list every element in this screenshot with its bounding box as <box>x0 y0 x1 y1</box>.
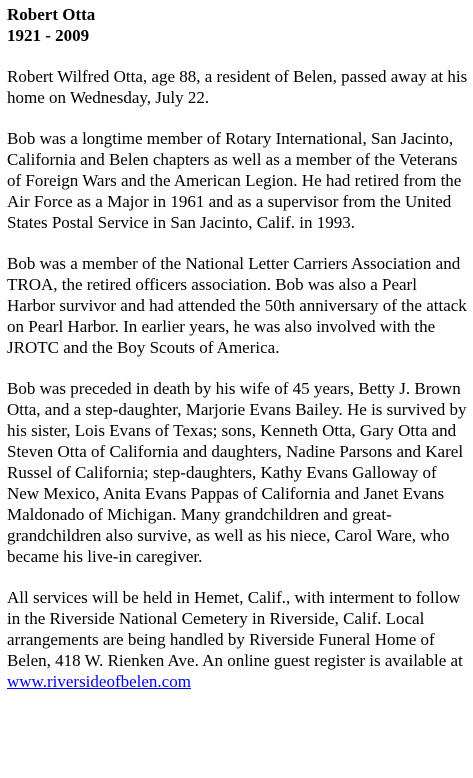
paragraph-services <box>7 587 469 692</box>
services-text: All services will be held in Hemet, Calif., with interment to follow in the Riverside National Cemetery in Riverside, Calif. Local arrangements are being handled by Riverside Funeral Home of Belen, 418 W. Rienken Ave. An online guest register is available at <box>7 588 463 670</box>
paragraph-family: Bob was preceded in death by his wife of 45 years, Betty J. Brown Otta, and a step-daughter, Marjorie Evans Bailey. He is survived by his sister, Lois Evans of Texas; sons, Kenneth Otta, Gary Otta and Steven Otta of California and daughters, Nadine Parsons and Karel Russel of California; step-daughters, Kathy Evans Galloway of New Mexico, Anita Evans Pappas of California and Janet Evans Maldonado of Michigan. Many grandchildren and great-grandchildren also survive, as well as his niece, Carol Ware, who became his live-in caregiver. <box>7 379 467 566</box>
obituary-name: Robert Otta <box>7 5 96 24</box>
obituary-years: 1921 - 2009 <box>7 26 90 45</box>
guest-register-link[interactable]: www.riversideofbelen.com <box>7 672 191 691</box>
paragraph-memberships: Bob was a longtime member of Rotary International, San Jacinto, California and Belen chapters as well as a member of the Veterans of Foreign Wars and the American Legion. He had retired from the Air Force as a Major in 1961 and as a supervisor from the United States Postal Service in San Jacinto, Calif. in 1993. <box>7 129 462 232</box>
paragraph-associations: Bob was a member of the National Letter Carriers Association and TROA, the retired officers association. Bob was also a Pearl Harbor survivor and had attended the 50th anniversary of the attack on Pearl Harbor. In earlier years, he was also involved with the JROTC and the Boy Scouts of America. <box>7 254 467 357</box>
paragraph-intro: Robert Wilfred Otta, age 88, a resident of Belen, passed away at his home on Wednesday, July 22. <box>7 67 468 107</box>
